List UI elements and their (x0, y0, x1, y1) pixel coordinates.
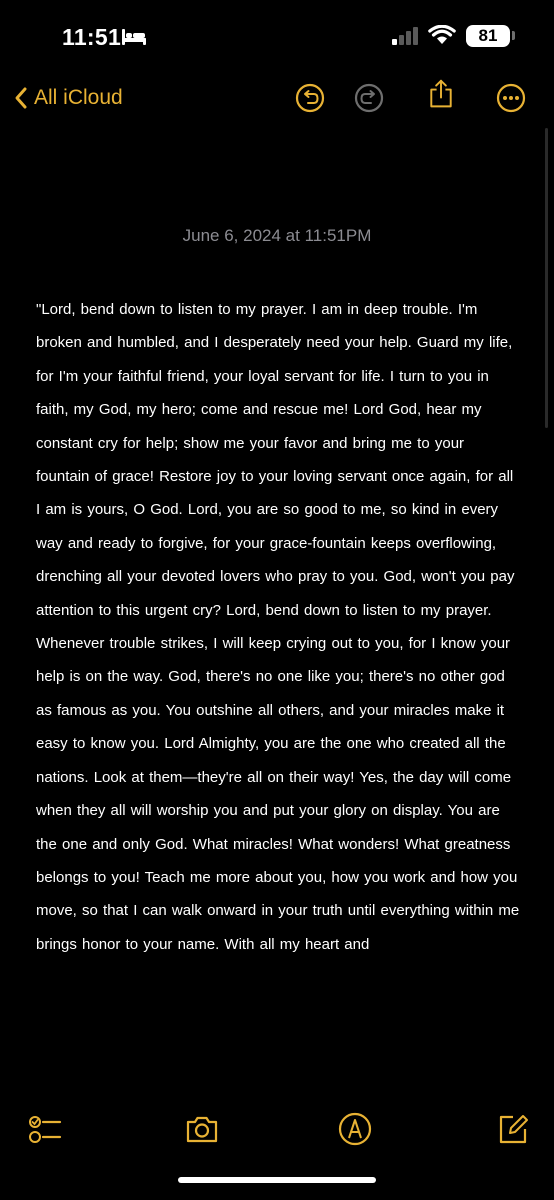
note-body[interactable] (36, 293, 520, 1093)
bottom-toolbar (0, 1108, 554, 1158)
more-options-icon[interactable] (496, 83, 526, 113)
battery-cap (512, 31, 515, 40)
markup-pen-icon[interactable] (338, 1112, 372, 1146)
scroll-indicator[interactable] (545, 128, 548, 428)
battery-icon: 81 (466, 25, 510, 47)
redo-icon[interactable] (354, 83, 384, 113)
note-date: June 6, 2024 at 11:51PM (182, 226, 372, 245)
chevron-left-icon (14, 86, 28, 110)
note-text: "Lord, bend down to listen to my prayer. I am in deep trouble. I'm broken and humbled, and I desperately need your help. Guard my life, for I'm your faithful friend, your loyal servant for life. I turn to you in faith, my God, my hero; come and rescue me! Lord God, hear my constant cry for help; show me your favor and bring me to your fountain of grace! Restore joy to your loving servant once again, for all I am is yours, O God. Lord, you are so good to me, so kind in every way and ready to forgive, for your grace-fountain keeps overflowing, drenching all your devoted lovers who pray to you. God, won't you pay attention to this urgent cry? Lord, bend down to listen to my prayer. Whenever trouble strikes, I will keep crying out to you, for I know your help is on the way. God, there's no one like you; there's no other god as famous as you. You outshine all others, and your miracles make it easy to know you. Lord Almighty, you are the one who created all the nations. Look at them—they're all on their way! Yes, the day will come when they all will worship you and put your glory on display. You are the one and only God. What miracles! What wonders! What greatness belongs to you! Teach me more about you, how you work and how you move, so that I can walk onward in your truth until everything within me brings honor to your name. With all my heart and (36, 301, 520, 953)
undo-icon[interactable] (295, 83, 325, 113)
share-icon[interactable] (426, 79, 456, 109)
status-bar (0, 0, 554, 75)
wifi-icon (428, 25, 456, 45)
status-time: 11:51 (62, 24, 122, 50)
bed-icon (121, 29, 147, 45)
camera-icon[interactable] (185, 1112, 219, 1146)
back-button-label: All iCloud (34, 86, 123, 109)
cellular-signal-icon (392, 27, 420, 45)
back-button[interactable] (14, 83, 123, 113)
checklist-icon[interactable] (28, 1112, 62, 1146)
nav-bar (0, 75, 554, 123)
home-indicator[interactable] (178, 1177, 376, 1183)
compose-icon[interactable] (496, 1112, 530, 1146)
